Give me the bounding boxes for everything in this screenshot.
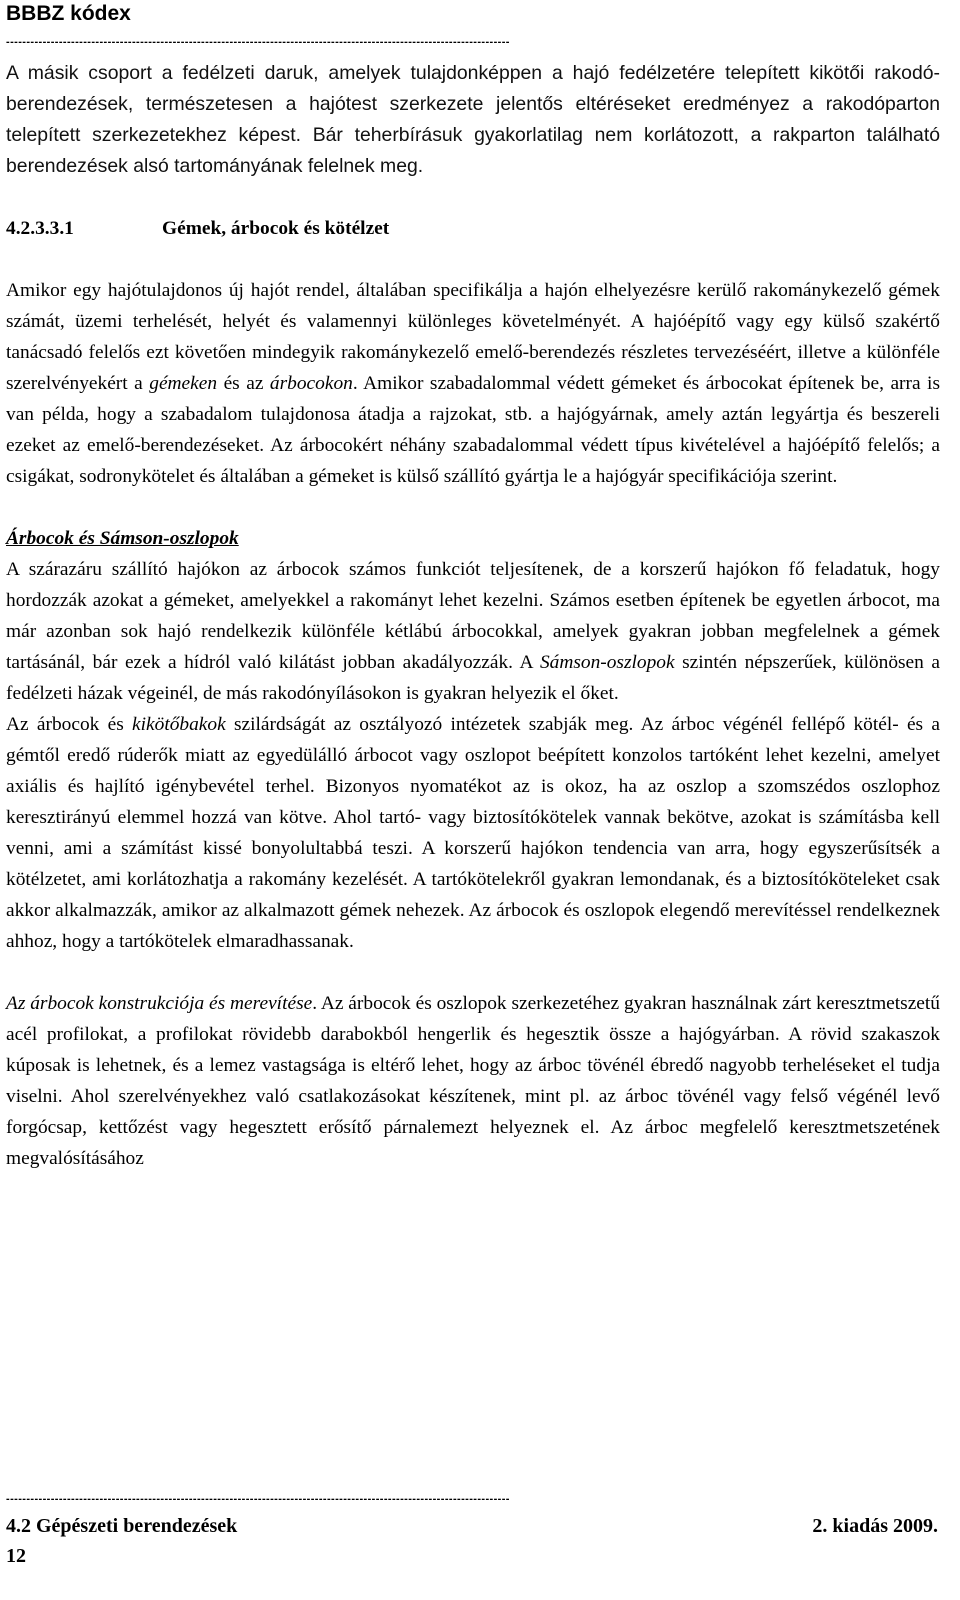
text-run: szintén népszerűek, különösen a fedélzeti házak végeinél, de más rakodónyílásokon is gyakran helyezik el őket.: [6, 652, 940, 704]
italic-term: gémeken: [149, 373, 218, 394]
intro-paragraph: A másik csoport a fedélzeti daruk, amelyek tulajdonképpen a hajó fedélzetére telepített kikötői rakodó-berendezések, természetesen a hajótest szerkezete jelentős eltéréseket eredményez a rakodóparton telepített szerkezetekhez képest. Bár teherbírásuk gyakorlatilag nem korlátozott, a rakparton található berendezések alsó tartományának felelnek meg.: [6, 62, 940, 177]
header-rule: ----------------------------------------------------------------------------------------------------------------------------: [6, 36, 510, 48]
italic-term: árbocokon: [269, 373, 353, 394]
page-number: 12: [6, 1545, 26, 1567]
italic-term: kikötőbakok: [132, 714, 226, 735]
document-body: [6, 58, 940, 1174]
section-number: 4.2.3.3.1: [6, 218, 74, 239]
text-run: Amikor egy hajótulajdonos új hajót rendel, általában specifikálja a hajón elhelyezésre kerülő rakománykezelő gémek számát, üzemi terhelését, helyét és valamennyi különleges követelményét. A hajóépítő vagy egy külső szakértő tanácsadó felelős ezt követően mindegyik rakománykezelő emelő-berendezés részletes tervezéséért, illetve a különféle szerelvényekért a: [6, 280, 940, 394]
document-title: BBBZ kódex: [6, 2, 131, 25]
subheading-container: [6, 523, 940, 554]
text-run: . Az árbocok és oszlopok szerkezetéhez gyakran használnak zárt keresztmetszetű acél profilokat, a profilokat rövidebb darabokból hengerlik és hegesztik össze a hajógyárban. A rövid szakaszok kúposak is lehetnek, és a lemez vastagsága is eltérő lehet, hogy az árboc tövénél ébredő nagyobb terheléseket el tudja viselni. Ahol szerelvényekhez való csatlakozásokat készítenek, mint pl. az árboc tövénél vagy felső végénél levő forgócsap, kettőzést vagy hegesztett erősítő párnalemezt helyeznek el. Az árboc megfelelő keresztmetszetének megvalósításához: [6, 993, 940, 1169]
subheading-masts: Árbocok és Sámson-oszlopok: [6, 528, 239, 549]
text-run: és az: [217, 373, 270, 394]
footer-edition: 2. kiadás 2009.: [812, 1515, 938, 1537]
paragraph-ordering: [6, 275, 940, 492]
footer-chapter: 4.2 Gépészeti berendezések: [6, 1515, 238, 1537]
text-run: . Amikor szabadalommal védett gémeket és árbocokat építenek be, arra is van példa, hogy a szabadalom tulajdonosa átadja a rajzokat, stb. a hajógyárnak, amely aztán legyártja és beszereli ezeket az emelő-berendezéseket. Az árbocokért néhány szabadalommal védett típus kivételével a hajóépítő felelős; a csigákat, sodronykötelet és általában a gémeket is külső szállító gyártja le a hajógyár specifikációja szerint.: [6, 373, 940, 487]
paragraph-masts: [6, 554, 940, 709]
footer-rule: ----------------------------------------------------------------------------------------------------------------------------: [6, 1493, 510, 1505]
text-run: szilárdságát az osztályozó intézetek szabják meg. Az árboc végénél fellépő kötél- és a gémtől eredő rúderők miatt az egyedülálló árbocot vagy oszlopot beépített konzolos tartóként lehet kezelni, amelyet axiális és hajlító igénybevétel terhel. Bizonyos nyomatékot az is okoz, ha az oszlop a szomszédos oszlophoz keresztirányú elemmel hozzá van kötve. Ahol tartó- vagy biztosítókötelek vannak bekötve, azokat is számításba kell venni, ami a számítást kissé bonyolultabbá teszi. A korszerű hajókon tendencia van arra, hogy egyszerűsítsék a kötélzetet, ami korlátozhatja a rakomány kezelését. A tartókötelekről gyakran lemondanak, és a biztosítóköteleket csak akkor alkalmazzák, amikor az alkalmazott gémek nehezek. Az árbocok és oszlopok elegendő merevítéssel rendelkeznek ahhoz, hogy a tartókötelek elmaradhassanak.: [6, 714, 940, 952]
section-title: Gémek, árbocok és kötélzet: [162, 218, 390, 239]
paragraph-strength: [6, 709, 940, 957]
section-heading: [6, 213, 940, 244]
text-run: A szárazáru szállító hajókon az árbocok számos funkciót teljesítenek, de a korszerű hajókon fő feladatuk, hogy hordozzák azokat a gémeket, amelyekkel a rakományt lehet kezelni. Számos esetben építenek be egyetlen árbocot, ma már azonban sok hajó rendelkezik különféle kétlábú árbocokkal, amelyek gyakran jobban megfelelnek a gémek tartásánál, bár ezek a hídról való kilátást jobban akadályozzák. A: [6, 559, 940, 673]
italic-term: Sámson-oszlopok: [539, 652, 675, 673]
text-run: Az árbocok és: [6, 714, 133, 735]
italic-lead: Az árbocok konstrukciója és merevítése: [6, 993, 313, 1014]
document-page: [6, 0, 946, 1600]
paragraph-construction: [6, 988, 940, 1174]
